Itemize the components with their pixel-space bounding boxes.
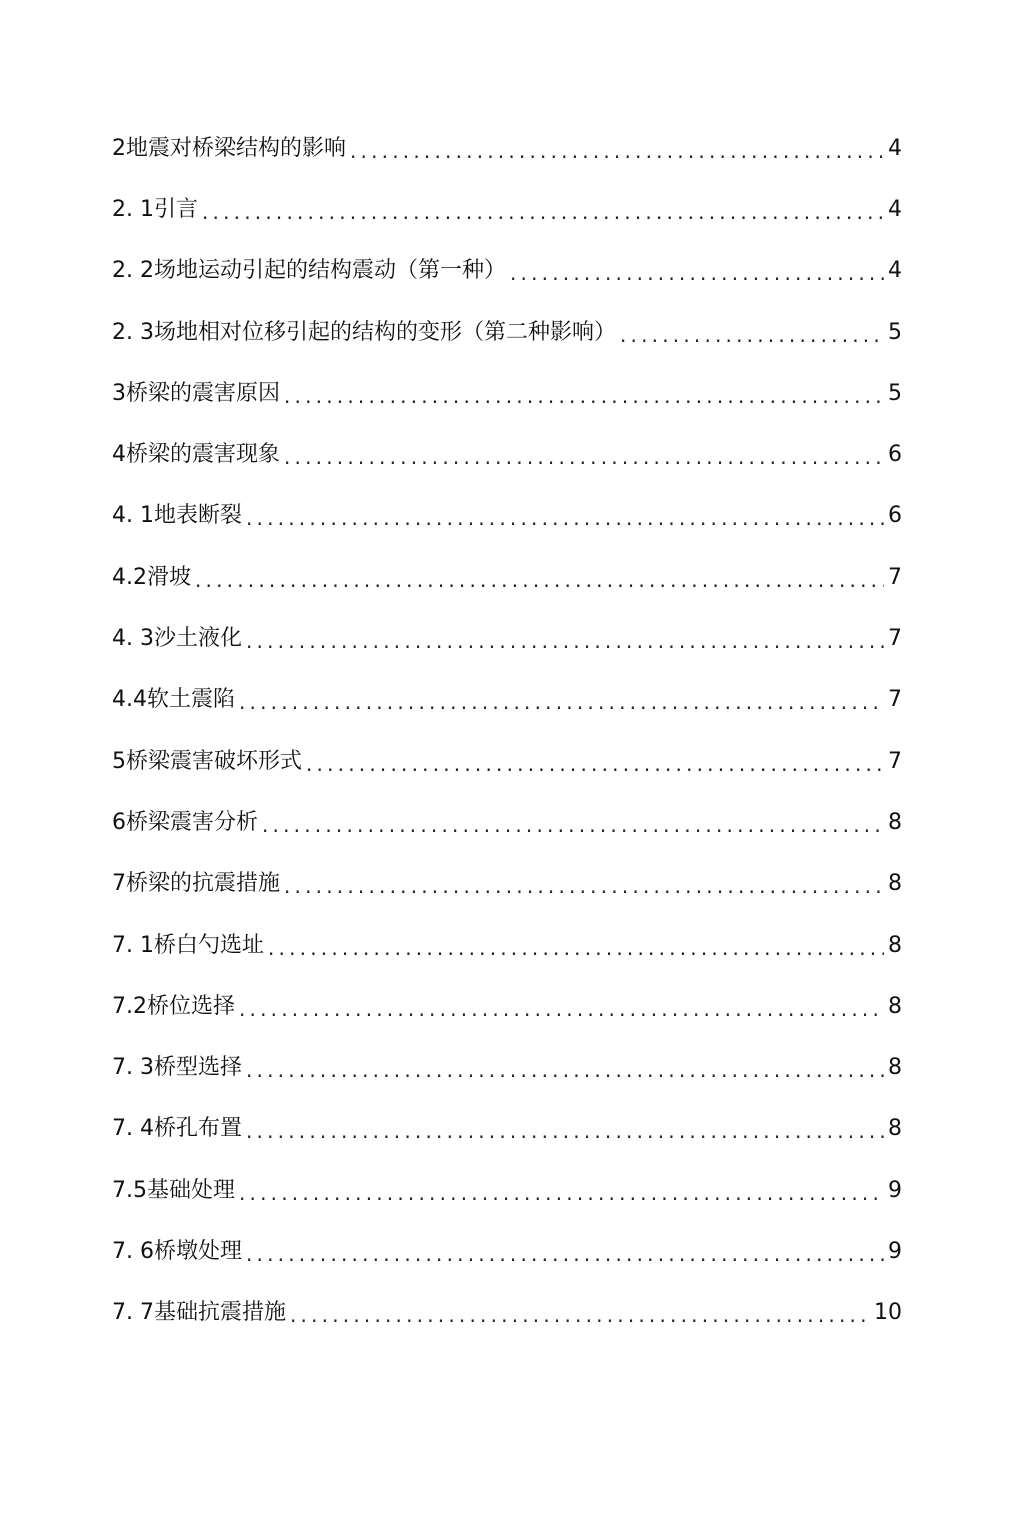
toc-entry-page: 6 bbox=[888, 442, 902, 468]
toc-entry-title: 4. 3沙土液化 bbox=[112, 626, 242, 652]
toc-entry[interactable] bbox=[112, 424, 902, 485]
toc-entry-page: 7 bbox=[888, 626, 902, 652]
toc-entry-title: 4.2滑坡 bbox=[112, 564, 191, 590]
toc-entry-title: 4桥梁的震害现象 bbox=[112, 442, 280, 468]
toc-entry-page: 8 bbox=[888, 932, 902, 958]
toc-entry[interactable] bbox=[112, 241, 902, 302]
toc-dot-leader bbox=[290, 1305, 870, 1325]
toc-dot-leader bbox=[306, 754, 884, 774]
toc-dot-leader bbox=[239, 1183, 884, 1203]
toc-dot-leader bbox=[246, 1121, 884, 1141]
toc-entry-page: 4 bbox=[888, 135, 902, 161]
toc-entry-page: 7 bbox=[888, 564, 902, 590]
toc-entry-title: 4.4软土震陷 bbox=[112, 687, 235, 713]
toc-entry-title: 3桥梁的震害原因 bbox=[112, 380, 280, 406]
table-of-contents bbox=[112, 118, 902, 1344]
toc-entry-title: 7. 4桥孔布置 bbox=[112, 1116, 242, 1142]
toc-dot-leader bbox=[246, 631, 884, 651]
toc-entry[interactable] bbox=[112, 1283, 902, 1344]
toc-dot-leader bbox=[284, 447, 884, 467]
toc-entry[interactable] bbox=[112, 179, 902, 240]
toc-entry-page: 7 bbox=[888, 687, 902, 713]
toc-entry-title: 7.2桥位选择 bbox=[112, 993, 235, 1019]
toc-entry-page: 5 bbox=[888, 319, 902, 345]
toc-dot-leader bbox=[246, 1060, 884, 1080]
toc-dot-leader bbox=[195, 570, 884, 590]
toc-entry[interactable] bbox=[112, 854, 902, 915]
toc-entry-title: 2. 1引言 bbox=[112, 196, 198, 222]
toc-entry-title: 4. 1地表断裂 bbox=[112, 503, 242, 529]
toc-entry[interactable] bbox=[112, 976, 902, 1037]
toc-entry-title: 7. 6桥墩处理 bbox=[112, 1238, 242, 1264]
toc-entry-page: 8 bbox=[888, 871, 902, 897]
toc-entry-page: 9 bbox=[888, 1238, 902, 1264]
toc-dot-leader bbox=[350, 141, 884, 161]
toc-entry-title: 7. 3桥型选择 bbox=[112, 1055, 242, 1081]
toc-entry[interactable] bbox=[112, 547, 902, 608]
toc-entry-page: 7 bbox=[888, 748, 902, 774]
toc-entry[interactable] bbox=[112, 1221, 902, 1282]
toc-entry-page: 4 bbox=[888, 258, 902, 284]
toc-entry-page: 9 bbox=[888, 1177, 902, 1203]
toc-dot-leader bbox=[246, 508, 884, 528]
toc-entry-title: 2. 2场地运动引起的结构震动（第一种） bbox=[112, 258, 506, 284]
toc-dot-leader bbox=[284, 386, 884, 406]
toc-dot-leader bbox=[268, 938, 884, 958]
toc-entry[interactable] bbox=[112, 1037, 902, 1098]
toc-dot-leader bbox=[510, 263, 884, 283]
toc-entry-title: 7.5基础处理 bbox=[112, 1177, 235, 1203]
toc-entry-title: 5桥梁震害破坏形式 bbox=[112, 748, 302, 774]
toc-entry[interactable] bbox=[112, 915, 902, 976]
toc-entry[interactable] bbox=[112, 363, 902, 424]
toc-entry-page: 6 bbox=[888, 503, 902, 529]
toc-entry-title: 7桥梁的抗震措施 bbox=[112, 871, 280, 897]
toc-entry-title: 7. 7基础抗震措施 bbox=[112, 1300, 286, 1326]
toc-dot-leader bbox=[202, 202, 884, 222]
toc-entry-page: 8 bbox=[888, 993, 902, 1019]
toc-entry-page: 5 bbox=[888, 380, 902, 406]
toc-entry[interactable] bbox=[112, 1099, 902, 1160]
toc-entry[interactable] bbox=[112, 302, 902, 363]
toc-entry-page: 8 bbox=[888, 1116, 902, 1142]
toc-entry-page: 10 bbox=[874, 1300, 902, 1326]
toc-entry[interactable] bbox=[112, 731, 902, 792]
toc-dot-leader bbox=[620, 325, 884, 345]
toc-dot-leader bbox=[284, 876, 884, 896]
toc-entry-page: 8 bbox=[888, 1055, 902, 1081]
toc-entry[interactable] bbox=[112, 792, 902, 853]
toc-entry[interactable] bbox=[112, 486, 902, 547]
toc-entry-title: 7. 1桥白勺选址 bbox=[112, 932, 264, 958]
toc-dot-leader bbox=[239, 999, 884, 1019]
toc-entry[interactable] bbox=[112, 608, 902, 669]
toc-entry-page: 8 bbox=[888, 809, 902, 835]
toc-entry-title: 2. 3场地相对位移引起的结构的变形（第二种影响） bbox=[112, 319, 616, 345]
toc-entry-title: 6桥梁震害分析 bbox=[112, 809, 258, 835]
toc-dot-leader bbox=[239, 692, 884, 712]
toc-dot-leader bbox=[262, 815, 884, 835]
toc-entry[interactable] bbox=[112, 118, 902, 179]
toc-entry[interactable] bbox=[112, 1160, 902, 1221]
toc-entry-page: 4 bbox=[888, 196, 902, 222]
toc-dot-leader bbox=[246, 1244, 884, 1264]
toc-entry-title: 2地震对桥梁结构的影响 bbox=[112, 135, 346, 161]
toc-entry[interactable] bbox=[112, 670, 902, 731]
